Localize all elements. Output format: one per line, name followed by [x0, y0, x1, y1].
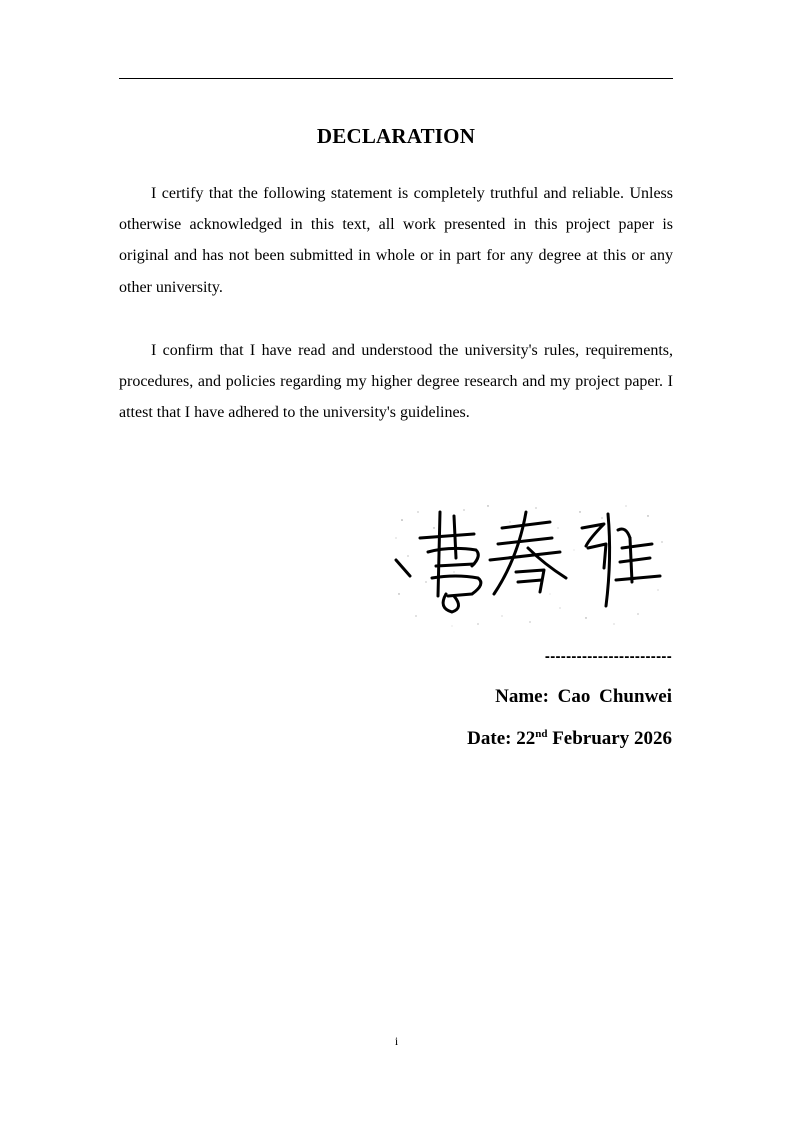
declaration-paragraph-2: I confirm that I have read and understood the university's rules, requirements, procedures, and policies regarding my higher degree research and my project paper. I attest that I have adhered to the university's guidelines. [119, 342, 673, 422]
header-rule [119, 78, 673, 79]
date-day: 22 [516, 728, 536, 749]
date-label: Date: [467, 728, 512, 749]
name-value: Cao Chunwei [557, 686, 672, 707]
signature-line: ------------------------ [544, 648, 672, 665]
signatory-name [495, 686, 672, 708]
signature-char-cao [396, 512, 481, 612]
declaration-paragraph-1: I certify that the following statement is completely truthful and reliable. Unless otherwise acknowledged in this text, all work presented in this project paper is original and has not been submitted in whole or in part for any degree at this or any other university. [119, 185, 673, 296]
signature-char-ya [582, 514, 660, 606]
name-label: Name: [495, 686, 549, 707]
page-number: i [394, 1034, 399, 1048]
signature-char-chun [490, 512, 566, 594]
declaration-date [467, 728, 672, 750]
date-ordinal-suffix: nd [535, 728, 548, 740]
handwritten-signature [390, 498, 672, 634]
date-month-year: February 2026 [552, 728, 672, 749]
page-title: DECLARATION [316, 124, 476, 148]
